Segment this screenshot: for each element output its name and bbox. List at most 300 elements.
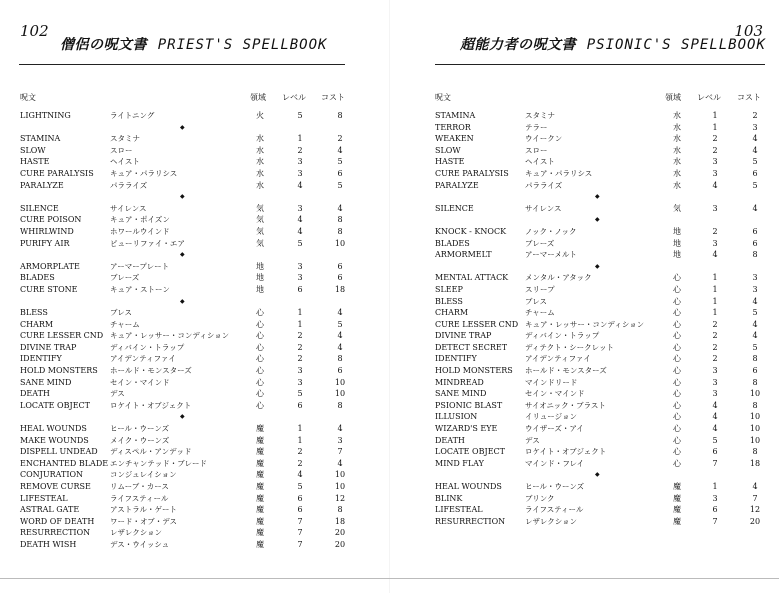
spell-row (20, 458, 345, 470)
spell-name-en: BLESS (435, 296, 463, 306)
spell-name-en: LOCATE OBJECT (20, 400, 90, 410)
spell-level: 6 (297, 400, 303, 410)
spell-level: 4 (712, 412, 718, 422)
spell-name-jp: アストラル・ゲート (110, 505, 177, 515)
spell-domain: 魔 (256, 458, 264, 468)
page-title (460, 34, 766, 54)
spell-domain: 気 (256, 203, 264, 213)
spell-name-en: DISPELL UNDEAD (20, 447, 98, 457)
spell-row (20, 400, 345, 412)
spell-name-en: HASTE (20, 157, 50, 167)
spell-name-jp: チャーム (110, 319, 140, 329)
spell-level: 3 (297, 366, 303, 376)
spell-domain: 水 (673, 145, 681, 155)
spell-name-en: CURE LESSER CND (20, 331, 104, 341)
diamond-icon: ◆ (180, 413, 185, 421)
spell-name-jp: ディバイン・トラップ (525, 331, 600, 341)
spell-row (20, 330, 345, 342)
spell-level: 2 (297, 458, 303, 468)
spell-name-en: MINDREAD (435, 377, 484, 387)
spell-level: 5 (297, 238, 303, 248)
spell-cost: 8 (752, 400, 758, 410)
spell-name-en: PARALYZE (20, 180, 64, 190)
spell-cost: 20 (334, 528, 346, 538)
spell-domain: 魔 (256, 482, 264, 491)
spell-cost: 8 (337, 215, 343, 225)
spell-name-en: DEATH WISH (20, 539, 77, 549)
spell-row (435, 411, 765, 423)
spell-level: 3 (712, 238, 718, 248)
spell-name-en: ILLUSION (435, 412, 478, 422)
spell-name-en: BLADES (20, 273, 55, 283)
header-domain: 領域 (250, 93, 266, 102)
spell-name-en: HEAL WOUNDS (20, 424, 87, 434)
spell-domain: 魔 (673, 493, 681, 503)
spell-cost: 6 (337, 261, 343, 271)
spell-level: 3 (712, 493, 718, 503)
spell-level: 3 (297, 261, 303, 271)
spell-name-jp: ロケイト・オブジェクト (525, 447, 607, 457)
spell-domain: 心 (673, 354, 681, 364)
spell-cost: 4 (337, 203, 343, 213)
spell-level: 1 (712, 284, 718, 294)
spell-cost: 5 (752, 180, 758, 190)
spell-domain: 心 (256, 389, 264, 399)
spell-cost: 4 (752, 296, 758, 306)
spell-cost: 4 (752, 482, 758, 491)
spell-cost: 6 (752, 226, 758, 236)
spell-name-en: HEAL WOUNDS (435, 482, 502, 491)
spell-cost: 10 (334, 377, 346, 387)
spell-level: 3 (297, 273, 303, 283)
spell-domain: 地 (673, 250, 681, 260)
left-page (0, 0, 389, 593)
spell-domain: 心 (256, 319, 264, 329)
spell-name-en: CONJURATION (20, 470, 84, 480)
spell-domain: 気 (256, 238, 264, 248)
header-cost: コスト (321, 93, 345, 102)
spell-row (435, 249, 765, 261)
spell-name-jp: セイン・マインド (525, 389, 585, 399)
spell-name-en: SANE MIND (435, 389, 487, 399)
spell-name-jp: キュア・レッサー・コンディション (525, 319, 645, 329)
spell-level: 2 (297, 331, 303, 341)
spell-cost: 8 (337, 111, 343, 120)
spell-row (20, 481, 345, 493)
spell-name-en: RESURRECTION (435, 516, 506, 526)
spell-level: 5 (297, 389, 303, 399)
spell-domain: 水 (673, 180, 681, 190)
spell-row (435, 238, 765, 250)
spell-row (20, 133, 345, 145)
spell-row (20, 469, 345, 481)
spell-cost: 10 (749, 435, 761, 445)
spell-cost: 10 (749, 412, 761, 422)
spell-cost: 10 (334, 482, 346, 491)
spell-row (20, 110, 345, 122)
spell-row (435, 226, 765, 238)
spell-level: 2 (297, 447, 303, 457)
spell-name-en: MAKE WOUNDS (20, 435, 89, 445)
spell-name-en: SILENCE (20, 203, 59, 213)
diamond-icon: ◆ (180, 297, 185, 305)
spell-row (20, 388, 345, 400)
spell-domain: 気 (256, 226, 264, 236)
spell-domain: 水 (673, 111, 681, 120)
group-separator (20, 122, 345, 134)
spell-name-jp: コンジュレイション (110, 470, 177, 480)
spell-row (435, 156, 765, 168)
spell-row (435, 272, 765, 284)
spell-name-jp: ヒール・ウーンズ (525, 482, 585, 491)
spell-domain: 心 (673, 389, 681, 399)
spell-row (435, 435, 765, 447)
spell-name-jp: アーマープレート (110, 261, 170, 271)
spell-domain: 心 (673, 273, 681, 283)
spell-level: 6 (712, 505, 718, 515)
spell-row (20, 353, 345, 365)
spell-row (20, 539, 345, 551)
spell-level: 7 (712, 458, 718, 468)
spell-cost: 5 (337, 157, 343, 167)
spell-row (435, 504, 765, 516)
spell-row (435, 180, 765, 192)
spell-cost: 20 (334, 539, 346, 549)
spell-name-jp: キュア・レッサー・コンディション (110, 331, 230, 341)
spell-cost: 4 (337, 458, 343, 468)
spell-name-jp: サイレンス (110, 203, 147, 213)
spell-cost: 8 (752, 250, 758, 260)
spell-cost: 5 (337, 319, 343, 329)
spell-name-en: SLEEP (435, 284, 463, 294)
spell-row (435, 493, 765, 505)
spell-level: 3 (297, 203, 303, 213)
spell-domain: 心 (673, 366, 681, 376)
spell-name-en: CURE POISON (20, 215, 82, 225)
spell-name-jp: ヘイスト (525, 157, 555, 167)
spell-name-jp: キュア・パラリシス (110, 168, 178, 178)
spell-level: 2 (712, 134, 718, 144)
spell-domain: 水 (673, 134, 681, 144)
spell-level: 3 (297, 168, 303, 178)
spell-name-jp: メンタル・アタック (525, 273, 592, 283)
right-page (390, 0, 779, 593)
group-separator (20, 296, 345, 308)
title-en: PRIEST'S SPELLBOOK (157, 37, 328, 53)
spell-level: 1 (712, 296, 718, 306)
spell-row (435, 446, 765, 458)
spell-row (435, 122, 765, 134)
spell-cost: 18 (749, 458, 761, 468)
title-jp: 超能力者の呪文書 (460, 37, 576, 53)
spell-domain: 火 (256, 111, 264, 120)
spell-domain: 気 (673, 203, 681, 213)
header-spell: 呪文 (20, 93, 36, 102)
spell-row (20, 493, 345, 505)
spell-level: 3 (712, 366, 718, 376)
spell-name-en: WORD OF DEATH (20, 516, 95, 526)
spell-row (435, 203, 765, 215)
spell-domain: 水 (673, 168, 681, 178)
spell-row (20, 319, 345, 331)
spell-name-en: ARMORMELT (435, 250, 492, 260)
spell-name-jp: ヒール・ウーンズ (110, 424, 170, 434)
spell-name-jp: ライトニング (110, 111, 155, 120)
diamond-icon: ◆ (180, 251, 185, 259)
spell-row (435, 377, 765, 389)
spell-cost: 4 (752, 145, 758, 155)
diamond-icon: ◆ (180, 123, 185, 131)
spell-row (435, 516, 765, 528)
spell-cost: 6 (752, 238, 758, 248)
spell-level: 4 (712, 424, 718, 434)
spell-cost: 10 (334, 389, 346, 399)
header-level: レベル (697, 93, 721, 102)
spell-row (20, 342, 345, 354)
spell-cost: 4 (337, 308, 343, 318)
spell-name-jp: キュア・パラリシス (525, 168, 593, 178)
spell-name-en: MIND FLAY (435, 458, 484, 468)
spell-name-en: SANE MIND (20, 377, 72, 387)
spell-row (435, 400, 765, 412)
spell-level: 1 (712, 122, 718, 132)
spell-level: 2 (712, 342, 718, 352)
group-separator (435, 469, 765, 481)
spell-cost: 2 (752, 111, 758, 120)
spell-row (435, 481, 765, 493)
spell-domain: 心 (673, 319, 681, 329)
spell-domain: 心 (673, 424, 681, 434)
spell-level: 2 (712, 226, 718, 236)
spell-row (20, 504, 345, 516)
spell-name-jp: ホールド・モンスターズ (110, 366, 192, 376)
spell-level: 6 (297, 284, 303, 294)
spell-cost: 4 (337, 145, 343, 155)
spell-row (20, 226, 345, 238)
spell-domain: 魔 (256, 516, 264, 526)
spell-row (435, 168, 765, 180)
spell-name-jp: ウイークン (525, 134, 563, 144)
spell-cost: 12 (334, 493, 346, 503)
spell-level: 7 (297, 539, 303, 549)
spell-domain: 心 (673, 435, 681, 445)
spell-name-jp: ウイザーズ・アイ (525, 424, 584, 434)
spell-cost: 8 (752, 447, 758, 457)
spell-cost: 2 (337, 134, 343, 144)
spell-cost: 4 (337, 424, 343, 434)
spell-name-jp: ロケイト・オブジェクト (110, 400, 192, 410)
spell-name-jp: マインドリード (525, 377, 578, 387)
spell-name-jp: アイデンティファイ (525, 354, 591, 364)
spell-name-en: ARMORPLATE (20, 261, 80, 271)
spell-domain: 魔 (256, 435, 264, 445)
spell-name-en: CURE LESSER CND (435, 319, 519, 329)
spell-name-en: ASTRAL GATE (20, 505, 80, 515)
spell-name-jp: メイク・ウーンズ (110, 435, 170, 445)
spell-list (435, 110, 765, 527)
spell-row (20, 168, 345, 180)
spell-level: 4 (712, 250, 718, 260)
spell-level: 4 (297, 215, 303, 225)
title-en: PSIONIC'S SPELLBOOK (586, 37, 766, 53)
spell-name-en: IDENTIFY (20, 354, 62, 364)
spell-cost: 8 (752, 377, 758, 387)
spell-row (435, 133, 765, 145)
spell-row (435, 319, 765, 331)
spell-name-en: DEATH (20, 389, 50, 399)
group-separator (20, 249, 345, 261)
spell-level: 2 (297, 145, 303, 155)
spell-name-jp: キュア・ポイズン (110, 215, 170, 225)
spell-domain: 心 (673, 342, 681, 352)
spell-name-en: BLADES (435, 238, 470, 248)
spell-level: 1 (297, 424, 303, 434)
spell-domain: 心 (673, 400, 681, 410)
spell-name-jp: スリープ (525, 284, 555, 294)
spell-cost: 4 (337, 331, 343, 341)
spell-name-en: CURE PARALYSIS (20, 168, 94, 178)
spell-name-en: PARALYZE (435, 180, 479, 190)
spell-cost: 6 (337, 168, 343, 178)
spell-level: 3 (712, 203, 718, 213)
spell-domain: 魔 (256, 505, 264, 515)
spell-name-jp: イリュージョン (525, 412, 577, 422)
spell-name-en: HASTE (435, 157, 465, 167)
spell-cost: 8 (337, 505, 343, 515)
spell-cost: 4 (752, 134, 758, 144)
spell-cost: 4 (752, 331, 758, 341)
spell-row (20, 156, 345, 168)
spell-row (20, 435, 345, 447)
spell-cost: 4 (752, 319, 758, 329)
spell-name-en: STAMINA (435, 111, 476, 120)
spell-domain: 心 (673, 284, 681, 294)
spell-name-jp: マインド・フレイ (525, 458, 585, 468)
spell-cost: 6 (752, 168, 758, 178)
spell-name-en: DETECT SECRET (435, 342, 508, 352)
spell-row (435, 307, 765, 319)
spell-cost: 7 (752, 493, 758, 503)
spell-cost: 5 (337, 180, 343, 190)
group-separator (20, 191, 345, 203)
spell-name-jp: ディテクト・シークレット (525, 342, 615, 352)
spell-name-en: LOCATE OBJECT (435, 447, 505, 457)
spell-cost: 10 (334, 470, 346, 480)
spell-row (20, 261, 345, 273)
spell-level: 1 (712, 482, 718, 491)
spell-name-en: WHIRLWIND (20, 226, 74, 236)
spell-level: 1 (712, 308, 718, 318)
spell-name-en: RESURRECTION (20, 528, 91, 538)
spell-level: 3 (712, 168, 718, 178)
spell-level: 6 (297, 505, 303, 515)
spell-name-jp: アーマーメルト (525, 250, 577, 260)
spell-level: 3 (712, 157, 718, 167)
header-level: レベル (282, 93, 306, 102)
diamond-icon: ◆ (595, 216, 600, 224)
spell-level: 2 (712, 331, 718, 341)
spell-domain: 気 (256, 215, 264, 225)
spell-row (435, 284, 765, 296)
spell-domain: 魔 (256, 447, 264, 457)
spell-row (20, 272, 345, 284)
spell-name-jp: セイン・マインド (110, 377, 170, 387)
spell-level: 4 (712, 180, 718, 190)
spell-name-jp: スロー (525, 145, 548, 155)
spell-level: 6 (712, 447, 718, 457)
spell-name-en: MENTAL ATTACK (435, 273, 509, 283)
spell-cost: 5 (752, 308, 758, 318)
spell-level: 4 (297, 226, 303, 236)
spell-cost: 6 (752, 366, 758, 376)
spell-level: 3 (712, 389, 718, 399)
spell-row (435, 458, 765, 470)
column-headers (435, 92, 765, 104)
diamond-icon: ◆ (595, 471, 600, 479)
spell-cost: 12 (749, 505, 761, 515)
spell-domain: 心 (673, 412, 681, 422)
spell-domain: 地 (256, 261, 264, 271)
spell-cost: 7 (337, 447, 343, 457)
spell-domain: 水 (256, 157, 264, 167)
spell-row (20, 203, 345, 215)
spell-name-en: CHARM (435, 308, 469, 318)
spell-row (20, 214, 345, 226)
spell-name-jp: ブレーズ (110, 273, 140, 283)
spell-level: 3 (297, 157, 303, 167)
spell-name-en: STAMINA (20, 134, 61, 144)
spell-cost: 10 (334, 238, 346, 248)
spell-row (435, 423, 765, 435)
spell-name-jp: ホワールウインド (110, 226, 170, 236)
spell-domain: 心 (256, 342, 264, 352)
spell-level: 6 (297, 493, 303, 503)
spell-name-jp: ホールド・モンスターズ (525, 366, 607, 376)
spell-name-en: ENCHANTED BLADE (20, 458, 109, 468)
spell-domain: 心 (673, 308, 681, 318)
spell-cost: 6 (337, 366, 343, 376)
bottom-rule (0, 578, 779, 579)
spell-row (435, 296, 765, 308)
spell-level: 3 (297, 377, 303, 387)
spell-domain: 心 (673, 296, 681, 306)
spell-domain: 魔 (673, 482, 681, 491)
spell-level: 2 (712, 354, 718, 364)
spell-name-en: DEATH (435, 435, 465, 445)
spell-cost: 8 (337, 226, 343, 236)
spell-list (20, 110, 345, 551)
spell-row (20, 365, 345, 377)
spell-name-jp: ブレス (525, 296, 547, 306)
spell-domain: 水 (256, 134, 264, 144)
spell-level: 1 (297, 319, 303, 329)
spell-name-jp: ディスペル・アンデッド (110, 447, 192, 457)
spell-name-en: SLOW (20, 145, 46, 155)
spell-level: 1 (297, 134, 303, 144)
spell-name-en: LIGHTNING (20, 111, 71, 120)
spell-row (20, 446, 345, 458)
spell-cost: 3 (337, 435, 343, 445)
spell-name-en: HOLD MONSTERS (435, 366, 513, 376)
spell-name-jp: ブレーズ (525, 238, 555, 248)
spell-name-jp: パラライズ (110, 180, 148, 190)
group-separator (20, 411, 345, 423)
spell-domain: 心 (256, 308, 264, 318)
spell-name-jp: テラー (525, 122, 548, 132)
spell-level: 7 (297, 528, 303, 538)
spell-domain: 魔 (673, 505, 681, 515)
spell-row (20, 423, 345, 435)
